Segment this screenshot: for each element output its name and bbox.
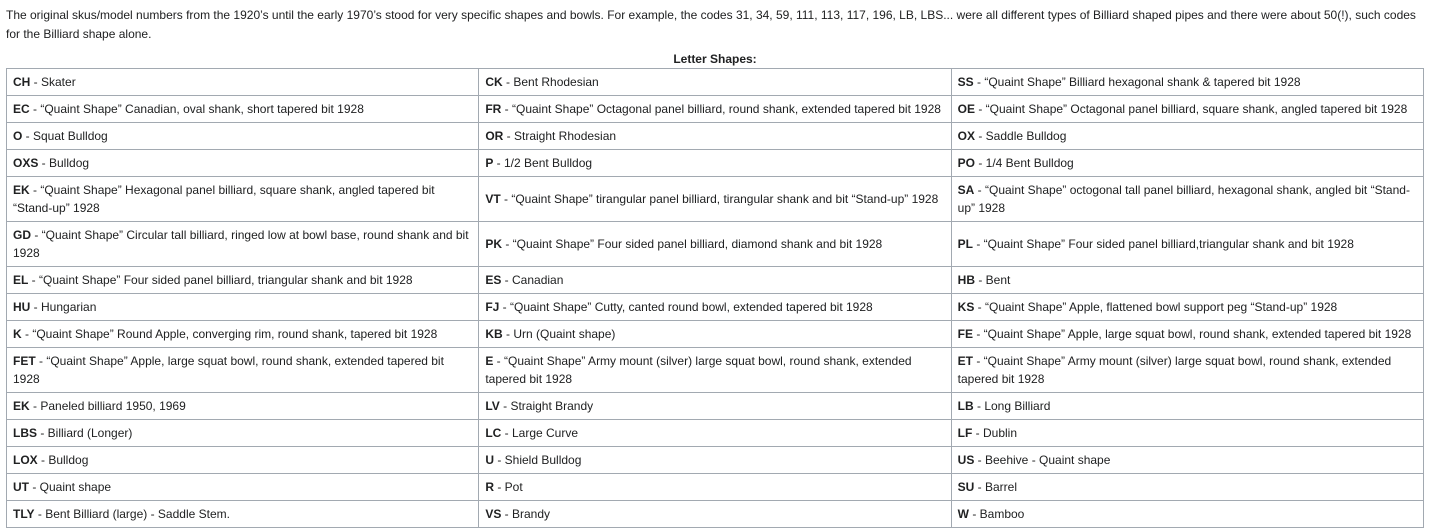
table-cell — [479, 267, 951, 294]
shape-description: - Bamboo — [968, 507, 1025, 521]
table-cell — [7, 348, 479, 393]
table-caption: Letter Shapes: — [673, 52, 757, 66]
shape-description: - Beehive - Quaint shape — [974, 453, 1111, 467]
table-row — [7, 474, 1424, 501]
shape-description: - Skater — [30, 75, 76, 89]
shape-description: - Bulldog — [38, 156, 90, 170]
shape-code: P — [485, 156, 494, 170]
shape-code: R — [485, 480, 494, 494]
table-cell — [951, 420, 1423, 447]
shape-description: - 1/2 Bent Bulldog — [493, 156, 593, 170]
shape-description: - “Quaint Shape” Octagonal panel billiard, square shank, angled tapered bit 1928 — [975, 102, 1408, 116]
shape-code: SU — [957, 480, 975, 494]
shape-code: W — [957, 507, 969, 521]
shape-code: CK — [485, 75, 503, 89]
table-cell — [951, 267, 1423, 294]
table-cell — [479, 474, 951, 501]
shape-code: PO — [957, 156, 975, 170]
shape-code: FJ — [485, 300, 500, 314]
shape-description: - Squat Bulldog — [22, 129, 108, 143]
shape-description: - “Quaint Shape” Hexagonal panel billiard, square shank, angled tapered bit “Stand-up” 1928 — [13, 183, 435, 215]
shape-description: - Brandy — [501, 507, 551, 521]
shape-code: PL — [957, 237, 973, 251]
table-cell — [479, 294, 951, 321]
shape-description: - Bent — [975, 273, 1011, 287]
table-cell — [951, 393, 1423, 420]
table-cell — [479, 447, 951, 474]
table-cell — [951, 348, 1423, 393]
shape-code: UT — [13, 480, 29, 494]
table-cell — [479, 348, 951, 393]
shape-code: ET — [957, 354, 973, 368]
shape-code: LV — [485, 399, 500, 413]
shape-description: - Quaint shape — [29, 480, 112, 494]
shape-description: - Urn (Quaint shape) — [502, 327, 616, 341]
shape-description: - Hungarian — [30, 300, 97, 314]
shape-description: - Barrel — [974, 480, 1018, 494]
shape-description: - Billiard (Longer) — [37, 426, 133, 440]
table-row — [7, 321, 1424, 348]
shape-description: - Large Curve — [501, 426, 579, 440]
shape-code: OX — [957, 129, 975, 143]
table-cell — [479, 150, 951, 177]
shape-code: LBS — [13, 426, 37, 440]
shape-code: O — [13, 129, 23, 143]
shape-code: OR — [485, 129, 504, 143]
table-row — [7, 447, 1424, 474]
shape-code: CH — [13, 75, 31, 89]
shape-code: FR — [485, 102, 502, 116]
shape-description: - “Quaint Shape” Four sided panel billiard, triangular shank and bit 1928 — [28, 273, 413, 287]
shape-description: - “Quaint Shape” Circular tall billiard, ringed low at bowl base, round shank and bit 1928 — [13, 228, 469, 260]
table-cell — [951, 69, 1423, 96]
shape-code: VT — [485, 192, 501, 206]
table-cell — [7, 420, 479, 447]
table-row — [7, 123, 1424, 150]
table-cell — [7, 150, 479, 177]
table-cell — [951, 177, 1423, 222]
shape-code: EK — [13, 399, 30, 413]
shape-description: - 1/4 Bent Bulldog — [975, 156, 1074, 170]
shape-code: LB — [957, 399, 974, 413]
table-row — [7, 96, 1424, 123]
shape-code: GD — [13, 228, 31, 242]
shape-description: - Straight Brandy — [499, 399, 594, 413]
shape-description: - “Quaint Shape” Army mount (silver) large squat bowl, round shank, extended tapered bit 1928 — [485, 354, 912, 386]
shape-description: - “Quaint Shape” Billiard hexagonal shank & tapered bit 1928 — [973, 75, 1301, 89]
table-cell — [7, 69, 479, 96]
table-cell — [951, 123, 1423, 150]
table-row — [7, 267, 1424, 294]
shape-description: - Shield Bulldog — [494, 453, 582, 467]
table-cell — [479, 69, 951, 96]
shape-description: - Bent Rhodesian — [502, 75, 599, 89]
table-cell — [479, 501, 951, 528]
table-cell — [951, 501, 1423, 528]
intro-paragraph: The original skus/model numbers from the 1920’s until the early 1970’s stood for very specific shapes and bowls. For example, the codes 31, 34, 59, 111, 113, 117, 196, LB, LBS... were all different types of Billiard shaped pipes and there were about 50(!), such codes for the Billiard shape alone. — [6, 8, 1416, 41]
table-row — [7, 420, 1424, 447]
table-cell — [7, 321, 479, 348]
shape-code: SS — [957, 75, 974, 89]
shape-code: E — [485, 354, 494, 368]
shape-code: US — [957, 453, 975, 467]
shape-description: - “Quaint Shape” Cutty, canted round bowl, extended tapered bit 1928 — [499, 300, 873, 314]
table-cell — [479, 321, 951, 348]
table-cell — [7, 96, 479, 123]
table-cell — [7, 501, 479, 528]
shape-code: OXS — [13, 156, 39, 170]
table-cell — [951, 447, 1423, 474]
shape-description: - “Quaint Shape” Octagonal panel billiard, round shank, extended tapered bit 1928 — [501, 102, 941, 116]
table-cell — [951, 474, 1423, 501]
shape-code: TLY — [13, 507, 35, 521]
shape-code: K — [13, 327, 22, 341]
shape-code: KS — [957, 300, 975, 314]
letter-shapes-table — [6, 68, 1424, 528]
table-cell — [7, 294, 479, 321]
table-cell — [951, 321, 1423, 348]
shape-code: HU — [13, 300, 31, 314]
shape-description: - “Quaint Shape” tirangular panel billiard, tirangular shank and bit “Stand-up” 1928 — [500, 192, 939, 206]
table-row — [7, 150, 1424, 177]
shape-description: - “Quaint Shape” Four sided panel billiard, diamond shank and bit 1928 — [502, 237, 883, 251]
table-cell — [479, 393, 951, 420]
shape-description: - Bent Billiard (large) - Saddle Stem. — [34, 507, 230, 521]
shape-code: OE — [957, 102, 975, 116]
table-row — [7, 501, 1424, 528]
shape-code: HB — [957, 273, 975, 287]
table-cell — [951, 96, 1423, 123]
shape-description: - Pot — [494, 480, 523, 494]
table-cell — [479, 123, 951, 150]
shape-description: - “Quaint Shape” Army mount (silver) large squat bowl, round shank, extended tapered bit 1928 — [957, 354, 1392, 386]
shape-code: LOX — [13, 453, 38, 467]
table-cell — [7, 474, 479, 501]
shape-description: - “Quaint Shape” Apple, large squat bowl, round shank, extended tapered bit 1928 — [973, 327, 1412, 341]
shape-code: VS — [485, 507, 502, 521]
shape-description: - Canadian — [501, 273, 564, 287]
shape-code: FE — [957, 327, 973, 341]
shape-code: EC — [13, 102, 30, 116]
shape-description: - “Quaint Shape” Apple, flattened bowl support peg “Stand-up” 1928 — [974, 300, 1338, 314]
shape-description: - Bulldog — [37, 453, 89, 467]
shape-code: LF — [957, 426, 973, 440]
table-cell — [479, 177, 951, 222]
table-row — [7, 177, 1424, 222]
table-cell — [7, 267, 479, 294]
shape-code: LC — [485, 426, 502, 440]
shape-description: - “Quaint Shape” Four sided panel billiard,triangular shank and bit 1928 — [973, 237, 1354, 251]
table-cell — [7, 177, 479, 222]
shape-code: EK — [13, 183, 30, 197]
shape-description: - Straight Rhodesian — [503, 129, 617, 143]
shape-code: KB — [485, 327, 503, 341]
shape-description: - “Quaint Shape” Round Apple, converging rim, round shank, tapered bit 1928 — [21, 327, 438, 341]
table-cell — [7, 222, 479, 267]
shape-code: ES — [485, 273, 502, 287]
shape-code: PK — [485, 237, 502, 251]
shape-description: - Saddle Bulldog — [975, 129, 1067, 143]
table-row — [7, 294, 1424, 321]
table-cell — [479, 222, 951, 267]
shape-description: - “Quaint Shape” Canadian, oval shank, short tapered bit 1928 — [29, 102, 364, 116]
table-cell — [479, 96, 951, 123]
table-row — [7, 69, 1424, 96]
shape-description: - “Quaint Shape” Apple, large squat bowl, round shank, extended tapered bit 1928 — [13, 354, 444, 386]
table-cell — [7, 447, 479, 474]
table-cell — [951, 294, 1423, 321]
table-cell — [951, 222, 1423, 267]
shape-description: - Long Billiard — [973, 399, 1051, 413]
shape-code: FET — [13, 354, 36, 368]
shape-description: - Paneled billiard 1950, 1969 — [29, 399, 186, 413]
shape-code: SA — [957, 183, 975, 197]
table-cell — [7, 393, 479, 420]
shape-description: - Dublin — [972, 426, 1018, 440]
table-row — [7, 222, 1424, 267]
table-row — [7, 393, 1424, 420]
shape-code: U — [485, 453, 494, 467]
shape-code: EL — [13, 273, 29, 287]
table-row — [7, 348, 1424, 393]
shape-description: - “Quaint Shape” octogonal tall panel billiard, hexagonal shank, angled bit “Stand-up” 1928 — [957, 183, 1410, 215]
table-cell — [479, 420, 951, 447]
table-cell — [951, 150, 1423, 177]
table-cell — [7, 123, 479, 150]
